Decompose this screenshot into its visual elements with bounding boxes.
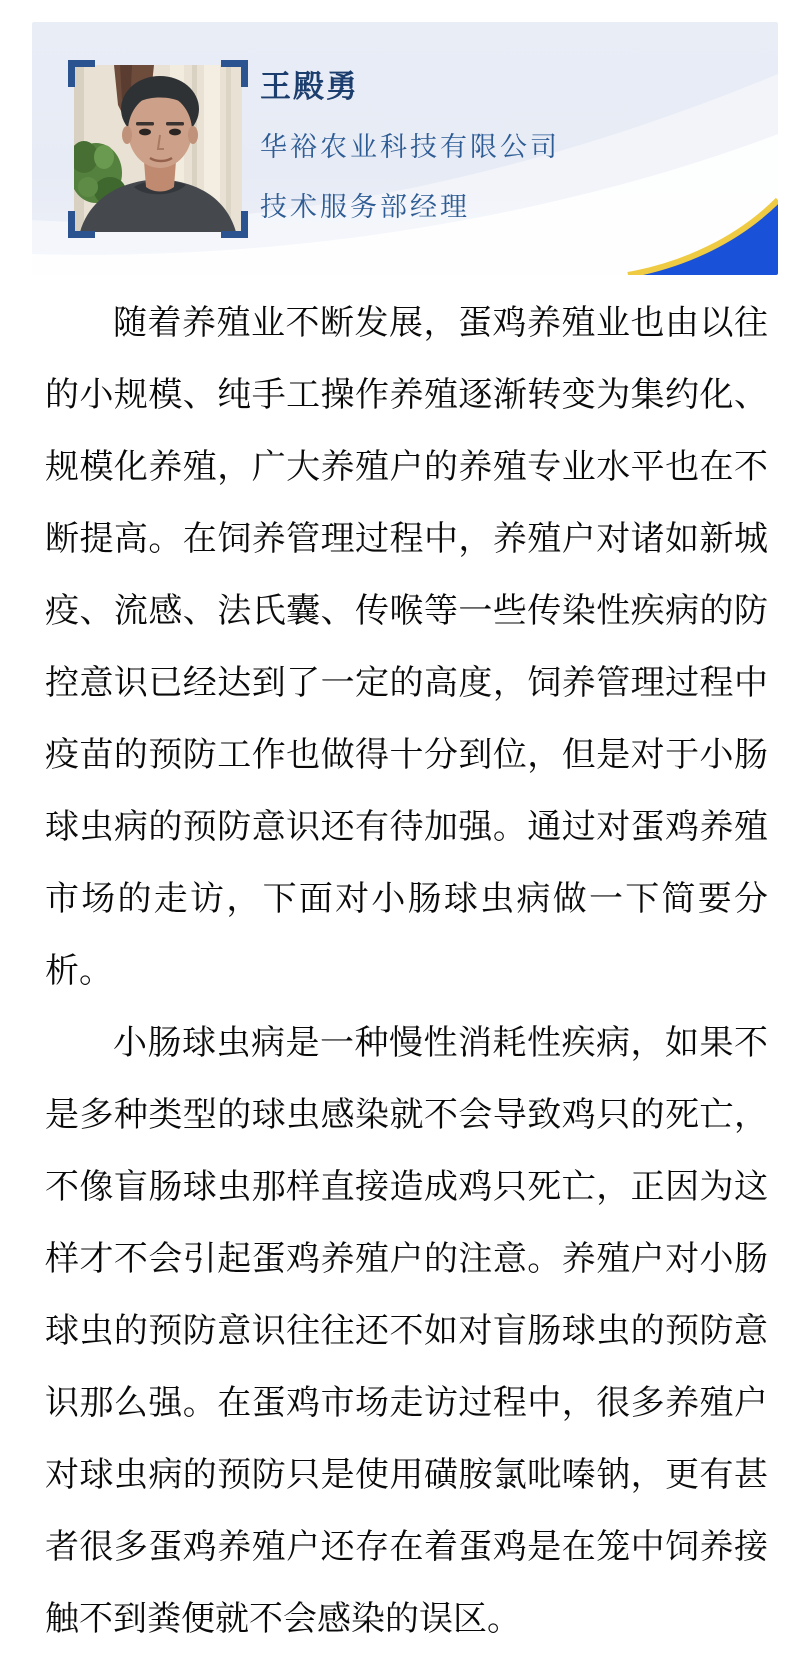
profile-name: 王殿勇	[260, 69, 359, 104]
profile-job-title: 技术服务部经理	[260, 192, 470, 223]
photo-corner-bracket	[221, 60, 248, 87]
article-paragraph-2: 小肠球虫病是一种慢性消耗性疾病，如果不是多种类型的球虫感染就不会导致鸡只的死亡，不像盲肠球虫那样直接造成鸡只死亡，正因为这样才不会引起蛋鸡养殖户的注意。养殖户对小肠球虫的预防意识往往还不如对盲肠球虫的预防意识那么强。在蛋鸡市场走访过程中，很多养殖户对球虫病的预防只是使用磺胺氯吡嗪钠，更有甚者很多蛋鸡养殖户还存在着蛋鸡是在笼中饲养接触不到粪便就不会感染的误区。	[45, 1024, 768, 1638]
profile-photo	[74, 65, 242, 232]
photo-corner-bracket	[68, 60, 95, 87]
profile-card	[32, 22, 778, 275]
photo-corner-bracket	[68, 211, 95, 238]
profile-company: 华裕农业科技有限公司	[260, 132, 560, 163]
profile-photo-frame	[74, 65, 242, 232]
profile-info	[260, 70, 560, 224]
article-paragraph-1: 随着养殖业不断发展，蛋鸡养殖业也由以往的小规模、纯手工操作养殖逐渐转变为集约化、规模化养殖，广大养殖户的养殖专业水平也在不断提高。在饲养管理过程中，养殖户对诸如新城疫、流感、法氏囊、传喉等一些传染性疾病的防控意识已经达到了一定的高度，饲养管理过程中疫苗的预防工作也做得十分到位，但是对于小肠球虫病的预防意识还有待加强。通过对蛋鸡养殖市场的走访，下面对小肠球虫病做一下简要分析。	[45, 304, 768, 990]
article-body	[45, 275, 768, 1655]
photo-corner-bracket	[221, 211, 248, 238]
